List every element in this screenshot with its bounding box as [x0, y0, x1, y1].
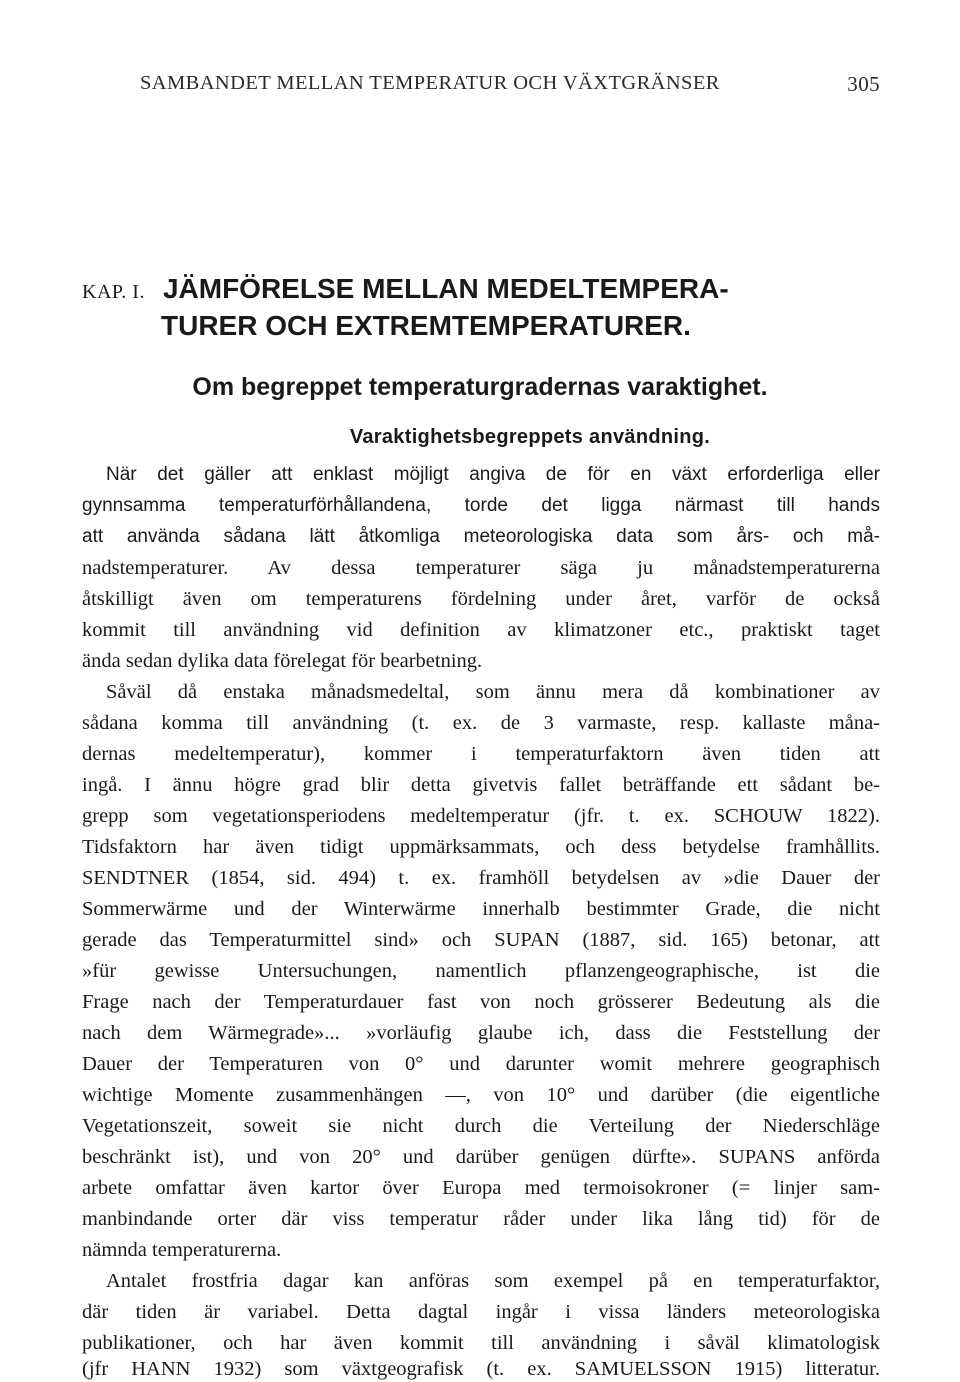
- body-line: kommit till användning vid definition av klimatzoner etc., praktiskt taget: [82, 619, 880, 641]
- body-line: sådana komma till användning (t. ex. de 3 varmaste, resp. kallaste måna-: [82, 712, 880, 734]
- body-line: Sommerwärme und der Winterwärme innerhalb bestimmter Grade, die nicht: [82, 898, 880, 920]
- body-line: Såväl då enstaka månadsmedeltal, som ännu mera då kombinationer av: [106, 681, 880, 703]
- body-line: grepp som vegetationsperiodens medeltemperatur (jfr. t. ex. SCHOUW 1822).: [82, 805, 880, 827]
- body-line: nadstemperaturer. Av dessa temperaturer säga ju månadstemperaturerna: [82, 557, 880, 579]
- body-line: Antalet frostfria dagar kan anföras som exempel på en temperaturfaktor,: [106, 1270, 880, 1292]
- body-line: gynnsamma temperaturförhållandena, torde det ligga närmast till hands: [82, 495, 880, 516]
- body-line: wichtige Momente zusammenhängen —, von 10° und darüber (die eigentliche: [82, 1084, 880, 1106]
- body-line: nach dem Wärmegrade»... »vorläufig glaube ich, dass die Feststellung der: [82, 1022, 880, 1044]
- body-line: ända sedan dylika data förelegat för bearbetning.: [82, 650, 483, 672]
- chapter-heading: [82, 272, 902, 342]
- body-line: dernas medeltemperatur), kommer i temperaturfaktorn även tiden att: [82, 743, 880, 765]
- body-line: gerade das Temperaturmittel sind» och SUPAN (1887, sid. 165) betonar, att: [82, 929, 880, 951]
- body-line: SENDTNER (1854, sid. 494) t. ex. framhöll betydelsen av »die Dauer der: [82, 867, 880, 889]
- body-line: nämnda temperaturerna.: [82, 1239, 282, 1261]
- chapter-title-line-1: JÄMFÖRELSE MELLAN MEDELTEMPERA-: [162, 273, 729, 304]
- body-line: ingå. I ännu högre grad blir detta givetvis fallet beträffande ett sådant be-: [82, 774, 880, 796]
- body-line: Frage nach der Temperaturdauer fast von noch grösserer Bedeutung als die: [82, 991, 880, 1013]
- page-number: 305: [847, 72, 880, 96]
- body-line: publikationer, och har även kommit till användning i såväl klimatologisk: [82, 1332, 880, 1354]
- body-line: åtskilligt även om temperaturens fördelning under året, varför de också: [82, 588, 880, 610]
- section-subheading: Varaktighetsbegreppets användning.: [349, 426, 711, 448]
- chapter-label: KAP. I.: [82, 281, 145, 303]
- running-head-title: SAMBANDET MELLAN TEMPERATUR OCH VÄXTGRÄNSER: [140, 72, 720, 94]
- chapter-title-line-2: TURER OCH EXTREMTEMPERATURER.: [161, 310, 691, 341]
- body-line: Dauer der Temperaturen von 0° und darunter womit mehrere geographisch: [82, 1053, 880, 1075]
- section-heading: Om begreppet temperaturgradernas varaktighet.: [192, 373, 768, 401]
- body-line: När det gäller att enklast möjligt angiva de för en växt erforderliga eller: [106, 464, 880, 485]
- body-line: där tiden är variabel. Detta dagtal ingår i vissa länders meteorologiska: [82, 1301, 880, 1323]
- body-line: »für gewisse Untersuchungen, namentlich pflanzengeographische, ist die: [82, 960, 880, 982]
- body-line: (jfr HANN 1932) som växtgeografisk (t. ex. SAMUELSSON 1915) litteratur.: [82, 1358, 880, 1380]
- body-line: arbete omfattar även kartor över Europa med termoisokroner (= linjer sam-: [82, 1177, 880, 1199]
- body-line: manbindande orter där viss temperatur råder under lika lång tid) för de: [82, 1208, 880, 1230]
- body-line: Vegetationszeit, soweit sie nicht durch die Verteilung der Niederschläge: [82, 1115, 880, 1137]
- body-line: beschränkt ist), und von 20° und darüber genügen dürfte». SUPANS anförda: [82, 1146, 880, 1168]
- body-line: att använda sådana lätt åtkomliga meteorologiska data som års- och må-: [82, 526, 880, 547]
- body-line: Tidsfaktorn har även tidigt uppmärksammats, och dess betydelse framhållits.: [82, 836, 880, 858]
